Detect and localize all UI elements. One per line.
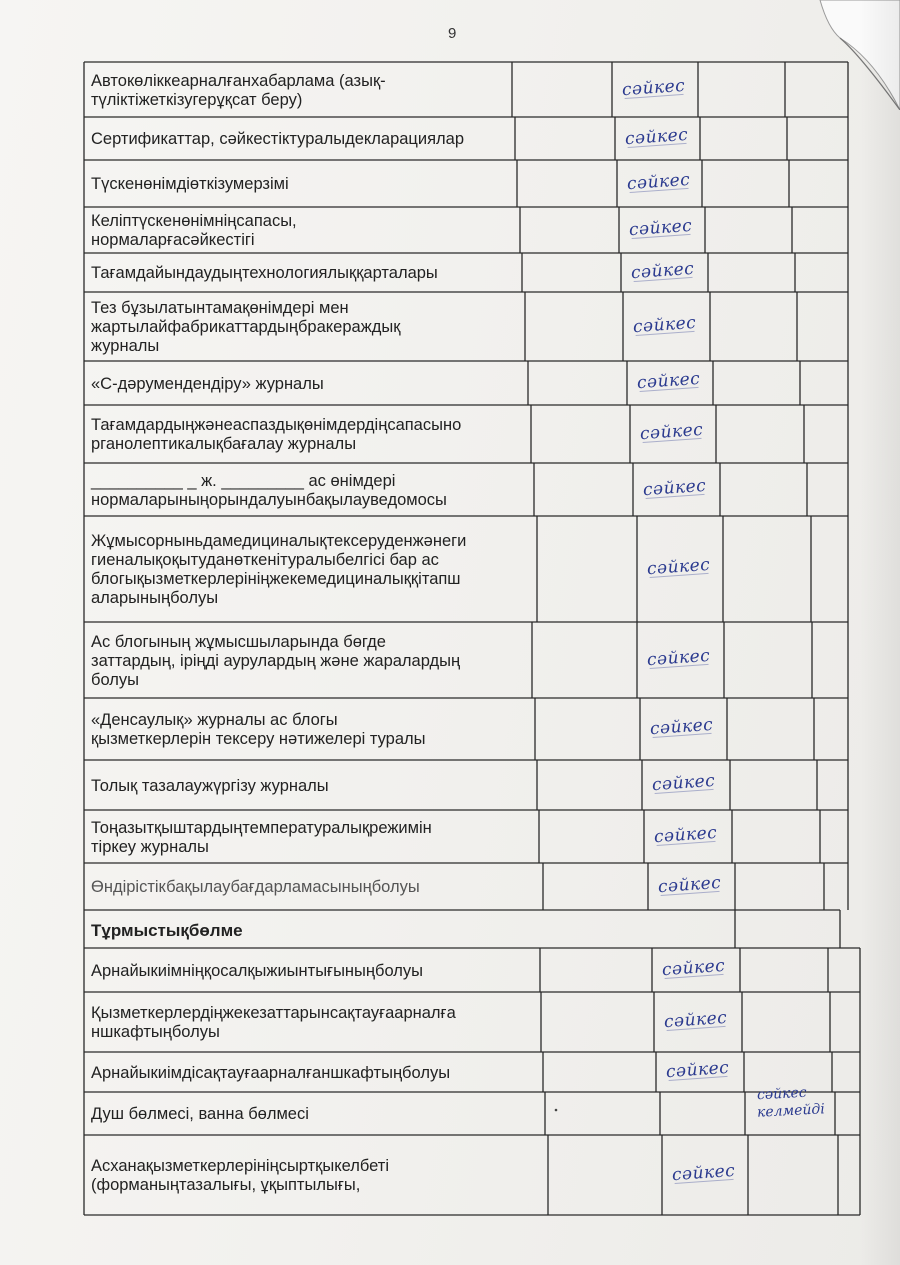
row-label-line: (форманыңтазалығы, ұқыптылығы, bbox=[91, 1176, 361, 1194]
row-label-line: Тағамдайындаудыңтехнологиялыққарталары bbox=[91, 264, 438, 282]
row-label-line: жартылайфабрикаттардыңбракераждық bbox=[91, 318, 401, 336]
page-edge-shadow bbox=[860, 0, 900, 1265]
row-label-line: рганолептикалықбағалау журналы bbox=[91, 435, 357, 453]
row-label-line: __________ _ ж. _________ ас өнімдері bbox=[91, 471, 396, 490]
handwritten-mark: сәйкес bbox=[621, 75, 686, 100]
handwritten-mark: сәйкес bbox=[628, 215, 693, 241]
row-label-line: Ас блогының жұмысшыларында бөгде bbox=[91, 632, 386, 651]
row-label-line: заттардың, іріңді аурулардың және жаралардың bbox=[91, 651, 461, 670]
row-label-line: Тағамдардыңжәнеаспаздықөнімдердіңсапасыно bbox=[91, 416, 462, 434]
row-label-line: түліктіжеткізугерұқсат беру) bbox=[91, 90, 303, 109]
row-label-line: журналы bbox=[91, 337, 160, 355]
handwritten-mark: сәйкес bbox=[657, 872, 722, 897]
row-label-line: Арнайыкиімдісақтауғаарналғаншкафтыңболуы bbox=[91, 1063, 451, 1082]
row-label-line: Душ бөлмесі, ванна бөлмесі bbox=[91, 1105, 309, 1123]
row-label-line: нормаларыныңорындалуынбақылауведомосы bbox=[91, 490, 447, 509]
row-label-line: Асханақызметкерлерініңсыртқыкелбеті bbox=[91, 1157, 390, 1175]
handwritten-mark: сәйкес bbox=[661, 955, 726, 981]
row-label-line: Тез бұзылатынтамақөнімдері мен bbox=[91, 299, 349, 317]
handwritten-mark: сәйкес bbox=[630, 258, 695, 283]
ink-dot bbox=[555, 1109, 558, 1112]
handwritten-mark: сәйкес bbox=[671, 1160, 736, 1186]
row-label-line: аларыныңболуы bbox=[91, 589, 219, 607]
handwritten-mark: сәйкес bbox=[636, 368, 701, 394]
row-label-line: қызметкерлерін тексеру нәтижелері туралы bbox=[91, 730, 426, 748]
row-label-line: «Денсаулық» журналы ас блогы bbox=[91, 711, 338, 729]
handwritten-mark: сәйкес bbox=[665, 1057, 730, 1083]
row-label-line: нормаларғасәйкестігі bbox=[91, 231, 255, 249]
row-label-line: Тоңазытқыштардыңтемпературалықрежимін bbox=[91, 818, 432, 837]
handwritten-mark: сәйкес bbox=[642, 475, 707, 500]
row-label-line: Түскенөнімдіөткізумерзімі bbox=[91, 175, 289, 193]
handwritten-mark: сәйкес bbox=[651, 770, 716, 796]
row-label-line: тіркеу журналы bbox=[91, 837, 209, 856]
row-label-line: блогықызметкерлерініңжекемедициналыққітапш bbox=[91, 570, 461, 588]
handwritten-mark: сәйкес bbox=[626, 169, 691, 194]
handwritten-mark: сәйкес bbox=[649, 714, 714, 740]
handwritten-mark: сәйкес bbox=[646, 645, 711, 671]
row-label-line: Сертификаттар, сәйкестіктуралыдекларациялар bbox=[91, 130, 465, 148]
handwritten-mark: сәйкес bbox=[646, 554, 711, 580]
handwritten-mark: сәйкес bbox=[663, 1007, 728, 1033]
row-label-line: Жұмысорныньдамедициналықтексеруденжәнеги bbox=[91, 532, 467, 550]
row-label-line: «С-дәрумендендіру» журналы bbox=[91, 374, 324, 393]
handwritten-mark: келмейді bbox=[756, 1101, 826, 1121]
row-label-line: Арнайыкиімніңқосалқыжиынтығыныңболуы bbox=[91, 961, 424, 980]
handwritten-mark: сәйкес bbox=[653, 822, 718, 847]
handwritten-mark: сәйкес bbox=[756, 1084, 808, 1104]
page-number: 9 bbox=[448, 25, 457, 42]
row-label-line: болуы bbox=[91, 670, 140, 689]
handwritten-mark: сәйкес bbox=[632, 312, 697, 337]
handwritten-mark: сәйкес bbox=[639, 419, 704, 445]
row-label-line: гиеналықоқытуданөткенітуралыбелгісі бар ас bbox=[91, 551, 439, 569]
handwritten-mark: сәйкес bbox=[624, 124, 689, 149]
row-label-line: Автокөліккеарналғанхабарлама (азық- bbox=[91, 71, 386, 90]
row-label-line: Келіптүскенөнімніңсапасы, bbox=[91, 212, 297, 230]
row-label-line: Тұрмыстықбөлме bbox=[91, 920, 243, 940]
row-label-line: ншкафтыңболуы bbox=[91, 1023, 220, 1041]
row-label-line: Толық тазалаужүргізу журналы bbox=[91, 776, 329, 795]
row-label-line: Өндірістікбақылаубағдарламасыныңболуы bbox=[91, 878, 420, 896]
row-label-line: Қызметкерлердіңжекезаттарынсақтауғаарналға bbox=[91, 1004, 456, 1022]
